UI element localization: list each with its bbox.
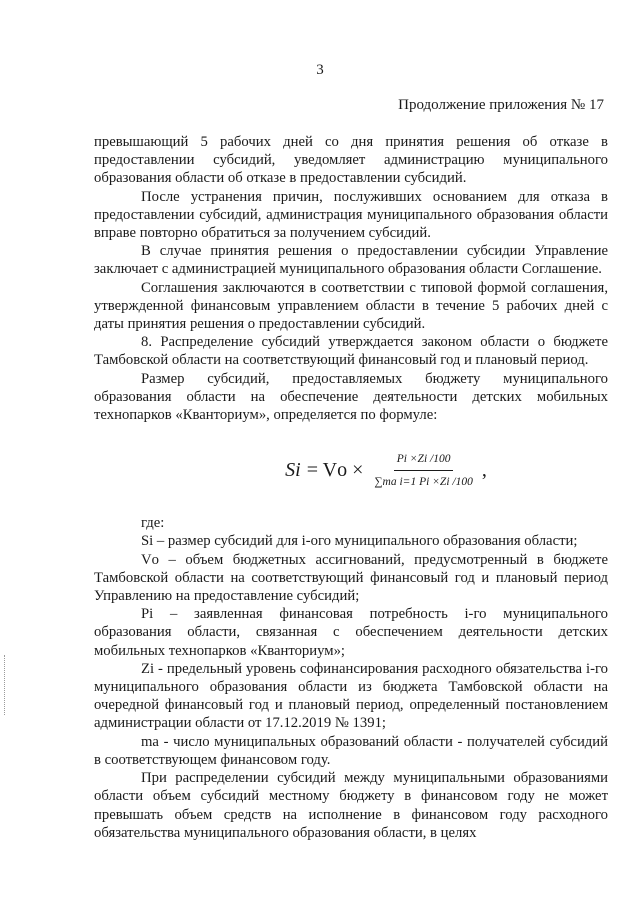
- definition-vo: Vо – объем бюджетных ассигнований, предусмотренный в бюджете Тамбовской области на соответствующий финансовый год и плановый период Управлению на предоставление субсидий;: [94, 551, 608, 605]
- definition-zi: Zi - предельный уровень софинансирования расходного обязательства i-го муниципального образования области из бюджета Тамбовской области на очередной финансовый год и плановый период, определенный постановлением администрации области от 17.12.2019 № 1391;: [94, 660, 608, 732]
- definition-si: Si – размер субсидий для i-ого муниципального образования области;: [141, 533, 578, 550]
- formula-tail: ,: [481, 459, 487, 482]
- formula-equals: = Vо ×: [306, 459, 364, 482]
- paragraph-agreement: В случае принятия решения о предоставлении субсидии Управление заключает с администрацией муниципального образования области Соглашение.: [94, 243, 608, 278]
- paragraph-reapply: После устранения причин, послуживших основанием для отказа в предоставлении субсидий, администрация муниципального образования области вправе повторно обратиться за получением субсидий.: [94, 188, 608, 242]
- margin-marks: [4, 655, 7, 715]
- definition-pi: Pi – заявленная финансовая потребность i-го муниципального образования области, связанная с обеспечением деятельности детских мобильных технопарков «Кванториум»;: [94, 606, 608, 659]
- definition-ma: mа - число муниципальных образований области - получателей субсидий в соответствующем финансовом году.: [94, 733, 608, 768]
- paragraph-refusal-notice: превышающий 5 рабочих дней со дня принятия решения об отказе в предоставлении субсидий, уведомляет администрацию муниципального образования области об отказе в предоставлении субсидий.: [94, 134, 608, 187]
- paragraph-distribution-limit: При распределении субсидий между муниципальными образованиями области объем субсидий местному бюджету в финансовом году не может превышать объем средств на исполнение в финансовом году расходного обязательства муниципального образования области, в целях: [94, 770, 608, 841]
- formula-lhs: Si: [285, 459, 301, 482]
- formula-numerator: Pi ×Zi /100: [394, 450, 454, 471]
- paragraph-subsidy-size: Размер субсидий, предоставляемых бюджету муниципального образования области на обеспечение деятельности детских мобильных технопарков «Кванториум», определяется по формуле:: [94, 370, 608, 424]
- paragraph-agreement-terms: Соглашения заключаются в соответствии с типовой формой соглашения, утвержденной финансовым управлением области в течение 5 рабочих дней с даты принятия решения о предоставлении субсидий.: [94, 279, 608, 333]
- page-number: 3: [316, 62, 324, 78]
- subsidy-formula: [94, 430, 608, 510]
- formula-fraction: [371, 450, 475, 491]
- label-where: где:: [141, 515, 165, 532]
- formula-denominator: ∑ma i=1 Pi ×Zi /100: [374, 475, 473, 488]
- document-body: [94, 133, 608, 842]
- appendix-label: Продолжение приложения № 17: [398, 97, 604, 113]
- paragraph-distribution: 8. Распределение субсидий утверждается законом области о бюджете Тамбовской области на соответствующий финансовый год и плановый период.: [94, 334, 608, 369]
